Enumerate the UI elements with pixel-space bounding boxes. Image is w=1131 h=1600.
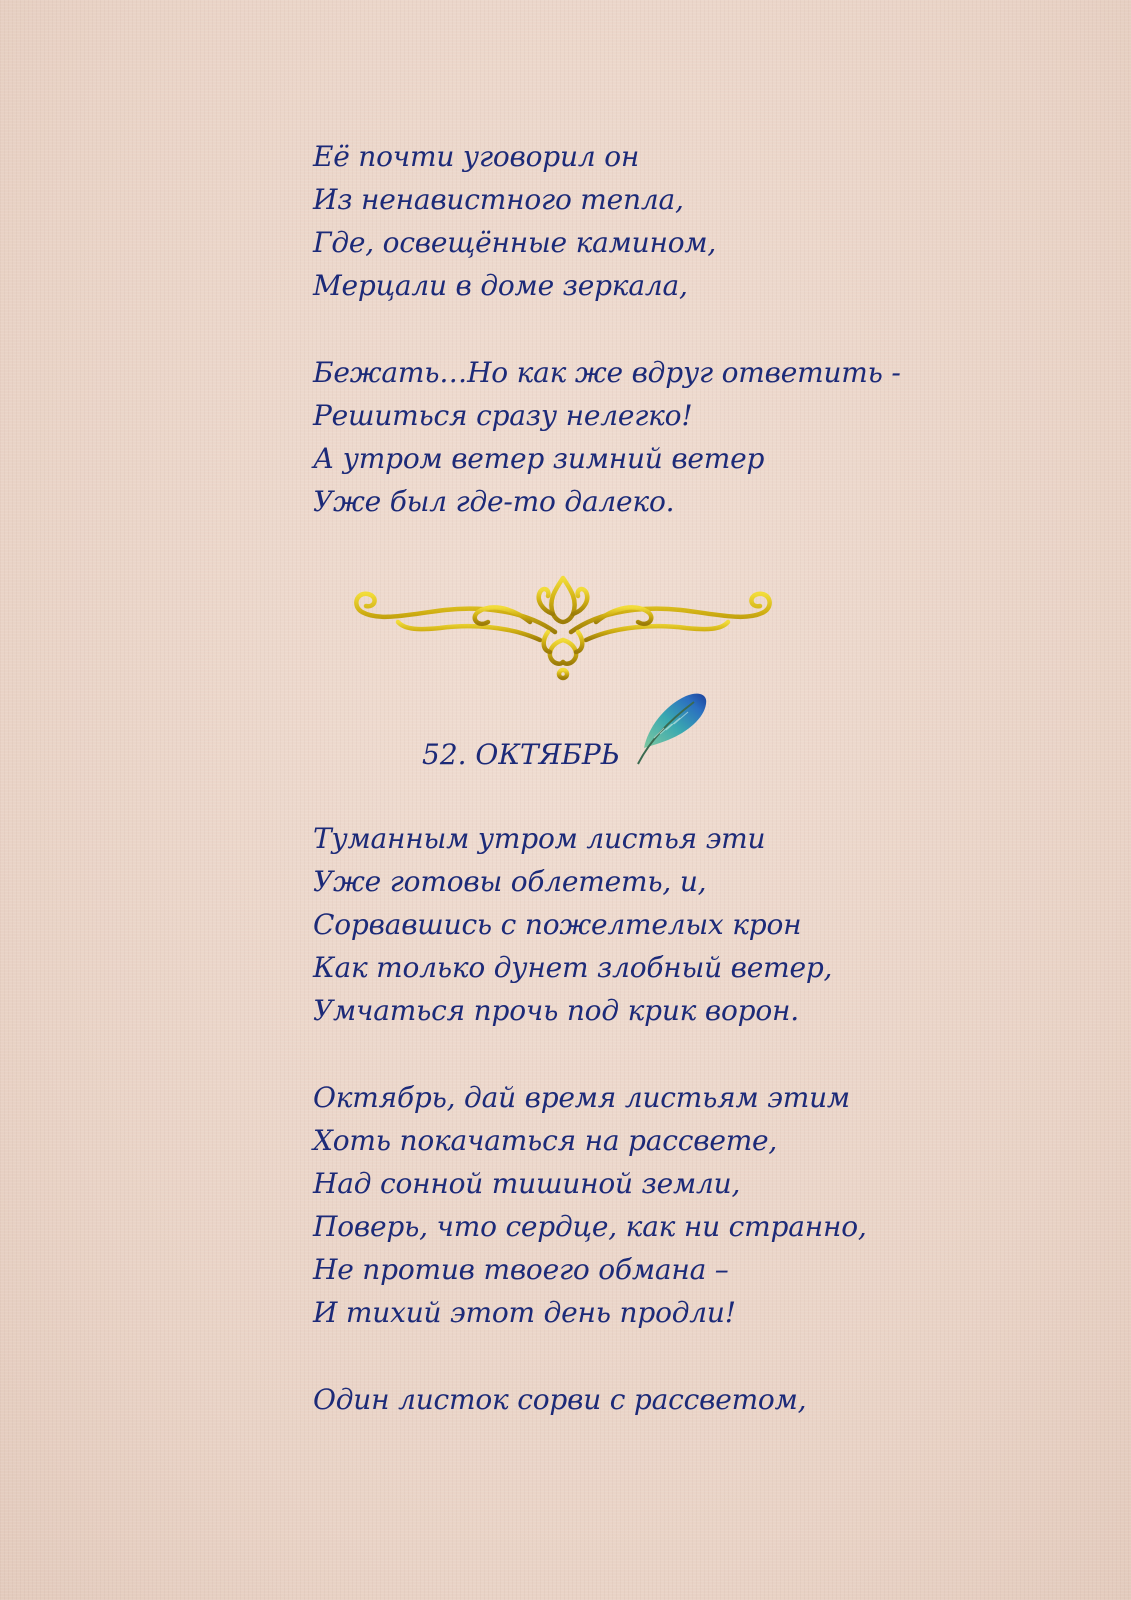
poem-line: Над сонной тишиной земли, bbox=[313, 1167, 741, 1200]
poem-line: Октябрь, дай время листьям этим bbox=[313, 1081, 850, 1114]
poem-line: Туманным утром листья эти bbox=[313, 822, 766, 855]
poem-line: Сорвавшись с пожелтелых крон bbox=[313, 908, 802, 941]
poem-line: Как только дунет злобный ветер, bbox=[313, 951, 833, 984]
poem-line: Уже был где-то далеко. bbox=[313, 485, 675, 518]
gold-scroll-ornament-icon bbox=[350, 570, 776, 686]
poem-line: Не против твоего обмана – bbox=[313, 1253, 729, 1286]
poem-line: Решиться сразу нелегко! bbox=[313, 399, 693, 432]
poem-line: Бежать…Но как же вдруг ответить - bbox=[313, 356, 901, 389]
poem-line: Из ненавистного тепла, bbox=[313, 183, 684, 216]
poem-line: Уже готовы облететь, и, bbox=[313, 865, 707, 898]
poem-title: 52. ОКТЯБРЬ bbox=[422, 738, 620, 771]
poem-line: Её почти уговорил он bbox=[313, 140, 640, 173]
poem-line: Умчаться прочь под крик ворон. bbox=[313, 994, 799, 1027]
feather-quill-icon bbox=[634, 688, 714, 768]
poem-line: И тихий этот день продли! bbox=[313, 1296, 736, 1329]
poem-line: Один листок сорви с рассветом, bbox=[313, 1383, 807, 1416]
poem-line: А утром ветер зимний ветер bbox=[313, 442, 765, 475]
poem-line: Хоть покачаться на рассвете, bbox=[313, 1124, 778, 1157]
poem-line: Где, освещённые камином, bbox=[313, 226, 717, 259]
poem-line: Поверь, что сердце, как ни странно, bbox=[313, 1210, 867, 1243]
poem-line: Мерцали в доме зеркала, bbox=[313, 269, 688, 302]
